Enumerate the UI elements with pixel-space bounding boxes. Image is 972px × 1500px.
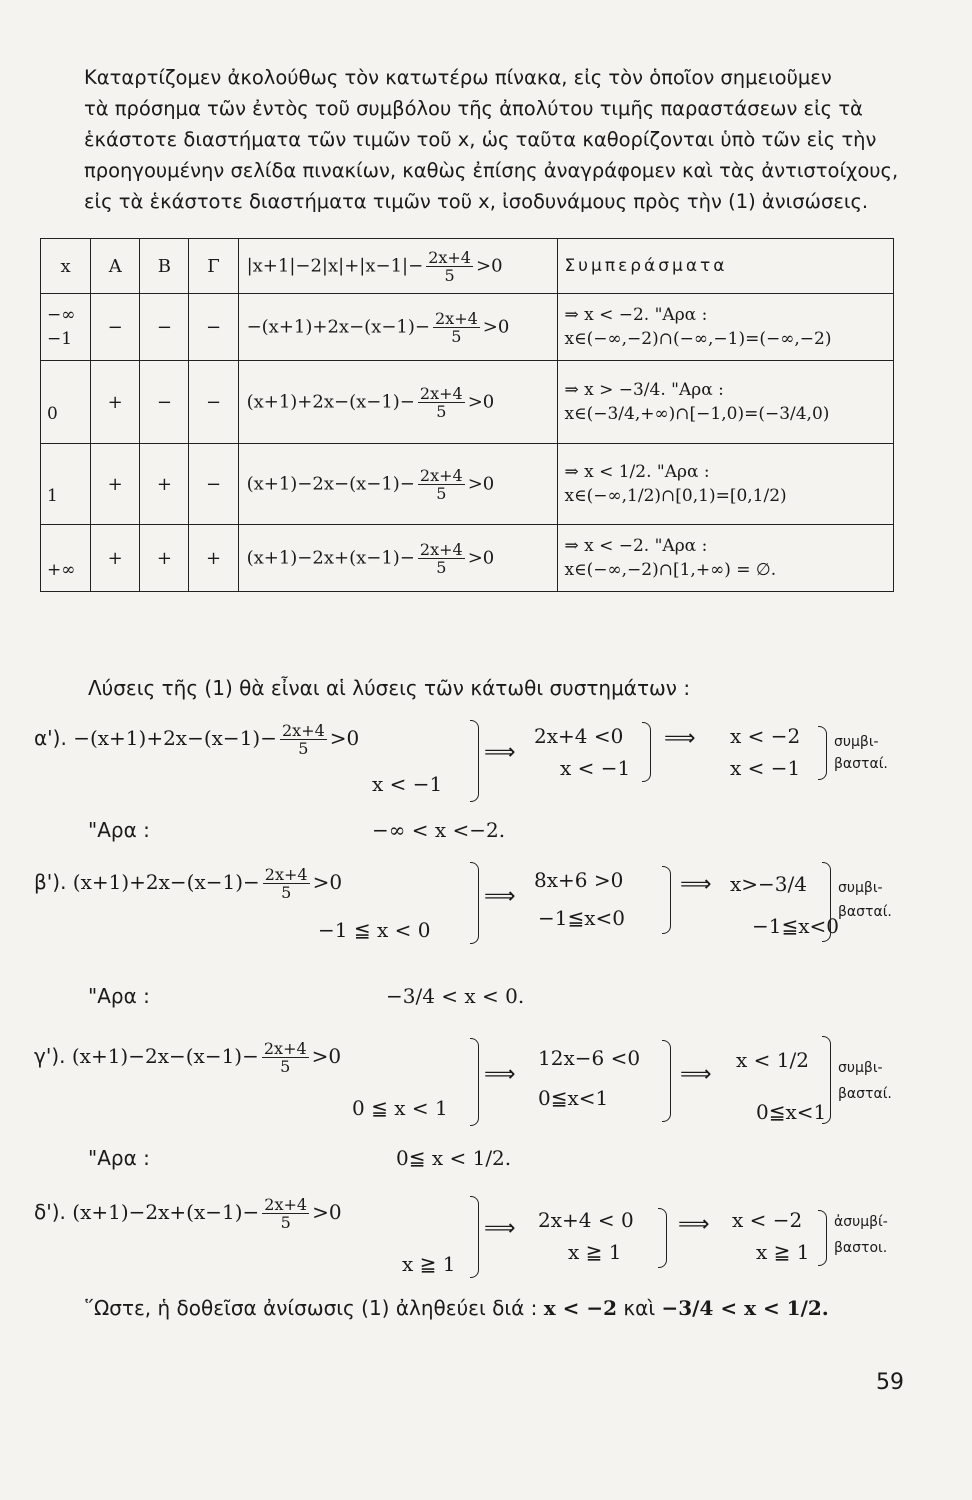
brace xyxy=(662,1040,671,1122)
system-mid-1: 2x+4 <0 xyxy=(534,724,624,748)
system-note: βασταί. xyxy=(838,1086,892,1102)
system-note: βασταί. xyxy=(838,904,892,920)
row-expression: −(x+1)+2x−(x−1)− $\frac{2x+4}{5}$ >0 xyxy=(238,294,558,361)
system-lhs: δ'). (x+1)−2x+(x−1)− $\frac{2x+4}{5}$ >0 xyxy=(34,1195,342,1232)
solutions-title: Λύσεις τῆς (1) θὰ εἶναι αἱ λύσεις τῶν κάτωθι συστημάτων : xyxy=(88,676,691,700)
system-condition: x < −1 xyxy=(372,772,443,796)
ara-label: "Αρα : xyxy=(88,1146,150,1170)
implies-arrow: ⟹ xyxy=(678,1212,710,1237)
sign-b: − xyxy=(140,361,189,444)
system-result-2: x ≧ 1 xyxy=(756,1240,810,1264)
x-interval-cell: +∞ xyxy=(41,525,91,592)
brace xyxy=(662,866,671,934)
intro-paragraph xyxy=(84,62,899,217)
system-lhs: β'). (x+1)+2x−(x−1)− $\frac{2x+4}{5}$ >0 xyxy=(34,865,343,902)
system-result-1: x>−3/4 xyxy=(730,872,807,896)
system-mid-1: 12x−6 <0 xyxy=(538,1046,641,1070)
sign-a: − xyxy=(91,294,140,361)
system-answer: −3/4 < x < 0. xyxy=(386,984,525,1008)
sign-table xyxy=(40,238,894,592)
ara-label: "Αρα : xyxy=(88,818,150,842)
row-conclusion: ⇒ x < −2. "Αρα : x∈(−∞,−2)∩[1,+∞) = ∅. xyxy=(558,525,894,592)
sign-b: + xyxy=(140,525,189,592)
row-conclusion: ⇒ x > −3/4. "Αρα : x∈(−3/4,+∞)∩[−1,0)=(−3/4,0) xyxy=(558,361,894,444)
x-interval-cell: 0 xyxy=(41,361,91,444)
brace xyxy=(642,722,651,782)
system-note: ἀσυμβί- xyxy=(834,1214,888,1230)
system-mid-1: 8x+6 >0 xyxy=(534,868,624,892)
system-mid-2: −1≦x<0 xyxy=(538,906,626,930)
brace xyxy=(470,1038,479,1126)
implies-arrow: ⟹ xyxy=(664,726,696,751)
system-note: συμβι- xyxy=(838,880,883,896)
implies-arrow: ⟹ xyxy=(484,884,516,909)
system-mid-2: 0≦x<1 xyxy=(538,1086,609,1110)
brace xyxy=(470,720,479,802)
row-expression: (x+1)−2x−(x−1)− $\frac{2x+4}{5}$ >0 xyxy=(238,444,558,525)
implies-arrow: ⟹ xyxy=(680,1062,712,1087)
brace xyxy=(818,1210,827,1266)
system-condition: 0 ≦ x < 1 xyxy=(352,1096,448,1120)
sign-a: + xyxy=(91,444,140,525)
header-x: x xyxy=(41,239,91,294)
ara-label: "Αρα : xyxy=(88,984,150,1008)
system-condition: x ≧ 1 xyxy=(402,1252,456,1276)
x-interval-cell: 1 xyxy=(41,444,91,525)
intro-line: εἰς τὰ ἑκάστοτε διαστήματα τιμῶν τοῦ x, ἰσοδυνάμους πρὸς τὴν (1) ἀνισώσεις. xyxy=(84,190,869,213)
implies-arrow: ⟹ xyxy=(484,1216,516,1241)
x-interval-cell: −∞ −1 xyxy=(41,294,91,361)
sign-b: + xyxy=(140,444,189,525)
final-conclusion: ῞Ωστε, ἡ δοθεῖσα ἀνίσωσις (1) ἀληθεύει διά : x < −2 καὶ −3/4 < x < 1/2. xyxy=(84,1296,829,1320)
sign-a: + xyxy=(91,525,140,592)
system-answer: 0≦ x < 1/2. xyxy=(396,1146,512,1170)
sign-g: − xyxy=(189,294,238,361)
row-expression: (x+1)−2x+(x−1)− $\frac{2x+4}{5}$ >0 xyxy=(238,525,558,592)
system-answer: −∞ < x <−2. xyxy=(372,818,506,842)
sign-g: − xyxy=(189,444,238,525)
system-result-1: x < −2 xyxy=(730,724,801,748)
system-note: συμβι- xyxy=(838,1060,883,1076)
sign-a: + xyxy=(91,361,140,444)
system-result-2: −1≦x<0 xyxy=(752,914,840,938)
header-expression: |x+1|−2|x|+|x−1|− $\frac{2x+4}{5}$ >0 xyxy=(238,239,558,294)
system-note: βασταί. xyxy=(834,756,888,772)
system-condition: −1 ≦ x < 0 xyxy=(318,918,431,942)
page-number: 59 xyxy=(876,1370,904,1395)
brace xyxy=(470,862,479,944)
intro-line: τὰ πρόσημα τῶν ἐντὸς τοῦ συμβόλου τῆς ἀπολύτου τιμῆς παραστάσεων εἰς τὰ xyxy=(84,97,863,120)
system-mid-1: 2x+4 < 0 xyxy=(538,1208,634,1232)
system-result-1: x < 1/2 xyxy=(736,1048,809,1072)
system-mid-2: x < −1 xyxy=(560,756,631,780)
system-lhs: α'). −(x+1)+2x−(x−1)− $\frac{2x+4}{5}$ >0 xyxy=(34,721,360,758)
intro-line: προηγουμένην σελίδα πινακίων, καθὼς ἐπίσης ἀναγράφομεν καὶ τὰς ἀντιστοίχους, xyxy=(84,159,899,182)
header-g: Γ xyxy=(189,239,238,294)
intro-line: Καταρτίζομεν ἀκολούθως τὸν κατωτέρω πίνακα, εἰς τὸν ὁποῖον σημειοῦμεν xyxy=(84,66,832,89)
system-mid-2: x ≧ 1 xyxy=(568,1240,622,1264)
brace xyxy=(658,1208,667,1268)
implies-arrow: ⟹ xyxy=(484,740,516,765)
implies-arrow: ⟹ xyxy=(484,1062,516,1087)
header-b: B xyxy=(140,239,189,294)
sign-g: + xyxy=(189,525,238,592)
header-a: A xyxy=(91,239,140,294)
system-result-2: x < −1 xyxy=(730,756,801,780)
system-result-2: 0≦x<1 xyxy=(756,1100,827,1124)
row-conclusion: ⇒ x < 1/2. "Αρα : x∈(−∞,1/2)∩[0,1)=[0,1/2) xyxy=(558,444,894,525)
system-note: βαστοι. xyxy=(834,1240,888,1256)
system-lhs: γ'). (x+1)−2x−(x−1)− $\frac{2x+4}{5}$ >0 xyxy=(34,1039,342,1076)
brace xyxy=(822,1036,831,1124)
intro-line: ἑκάστοτε διαστήματα τῶν τιμῶν τοῦ x, ὡς ταῦτα καθορίζονται ὑπὸ τῶν εἰς τὴν xyxy=(84,128,877,151)
brace xyxy=(470,1196,479,1278)
system-result-1: x < −2 xyxy=(732,1208,803,1232)
header-conclusions: Συμπεράσματα xyxy=(558,239,894,294)
row-conclusion: ⇒ x < −2. "Αρα : x∈(−∞,−2)∩(−∞,−1)=(−∞,−2) xyxy=(558,294,894,361)
brace xyxy=(818,726,827,780)
implies-arrow: ⟹ xyxy=(680,872,712,897)
brace xyxy=(822,862,831,942)
sign-g: − xyxy=(189,361,238,444)
sign-b: − xyxy=(140,294,189,361)
system-note: συμβι- xyxy=(834,734,879,750)
row-expression: (x+1)+2x−(x−1)− $\frac{2x+4}{5}$ >0 xyxy=(238,361,558,444)
